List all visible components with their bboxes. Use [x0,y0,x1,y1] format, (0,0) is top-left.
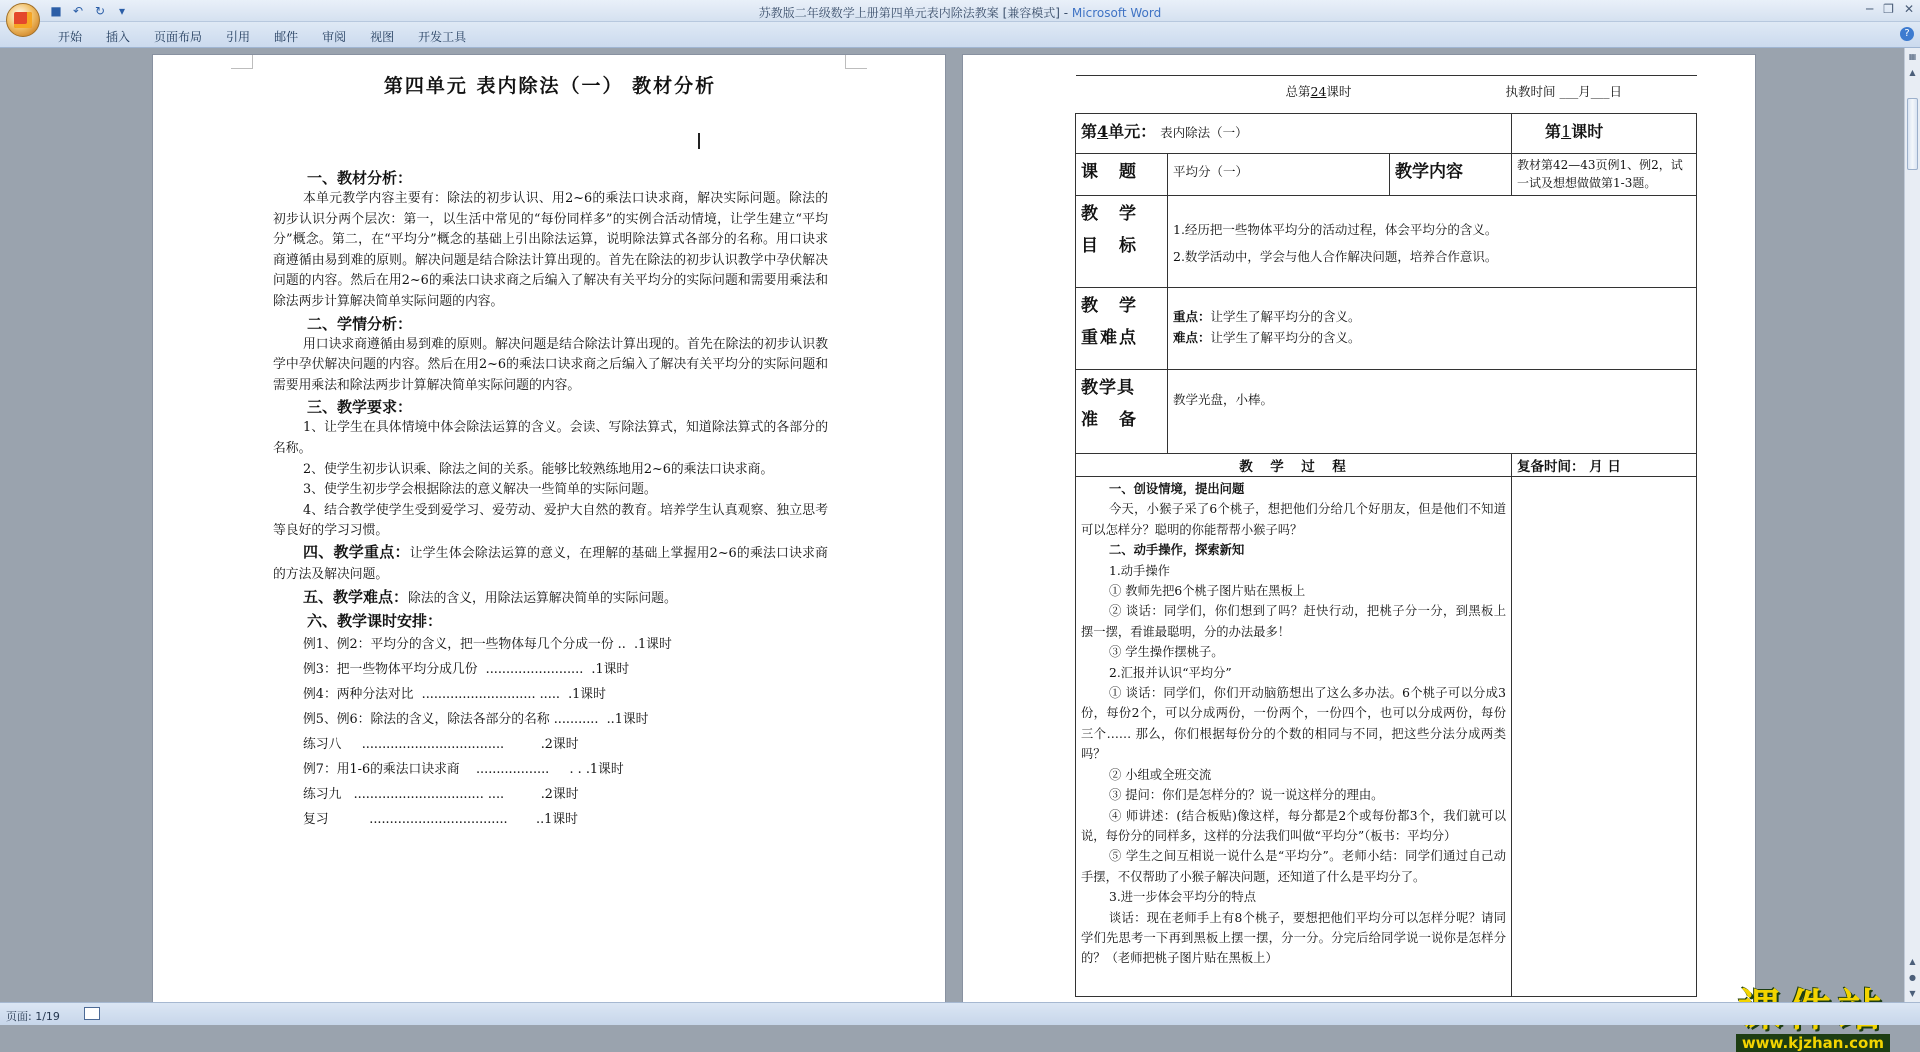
goal-label: 教 学 [1081,204,1138,224]
ribbon [0,22,1920,48]
key-label: 重难点 [1081,328,1138,348]
table-cell [1076,370,1168,454]
redo-icon[interactable]: ↻ [94,4,106,18]
unit-number: 4 [1097,122,1109,141]
paragraph: 本单元教学内容主要有：除法的初步认识、用2~6的乘法口诀求商，解决实际问题。除法的初步认识分两个层次：第一，以生活中常见的“每份同样多”的实例合活动情境，让学生建立“平均分”概念。第二，在“平均分”概念的基础上引出除法运算，说明除法算式各部分的名称。用口诀求商遵循由易到难的原则。解决问题是结合除法计算出现的。首先在除法的初步认识教学中孕伏解决问题的内容。然后在用2~6的乘法口诀求商之后编入了解决有关平均分的实际问题和需要用乘法和除法两步计算解决简单实际问题的内容。 [273,191,828,309]
process-item: 1.动手操作 [1109,563,1170,578]
tab-home[interactable]: 开始 [58,30,83,44]
review-cell [1512,477,1697,997]
page-count[interactable]: 页面: 1/19 [6,1010,60,1023]
table-cell [1168,196,1697,288]
requirement-item: 1、让学生在具体情境中体会除法运算的含义。会读、写除法算式，知道除法算式的各部分的名称。 [273,420,828,456]
text-cursor [698,133,700,149]
app-name: Microsoft Word [1071,6,1162,20]
page-title: 第四单元 表内除法（一） 教材分析 [383,75,717,97]
unit-heading [1081,122,1156,141]
goal-item: 1.经历把一些物体平均分的活动过程，体会平均分的含义。 [1173,222,1498,237]
requirement-item: 3、使学生初步学会根据除法的意义解决一些简单的实际问题。 [303,482,657,498]
tab-page-layout[interactable]: 页面布局 [154,30,203,44]
page-1 [152,54,946,1014]
process-item: ② 小组或全班交流 [1109,767,1212,782]
table-cell [1076,114,1512,154]
process-header: 教 学 过 程 [1076,454,1512,477]
process-item: 今天，小猴子采了6个桃子，想把他们分给几个好朋友，但是他们不知道可以怎样分？聪明的你能帮帮小猴子吗？ [1081,502,1506,537]
watermark-url: www.kjzhan.com [1736,1034,1890,1052]
window-title [0,4,1920,21]
section-heading: 一、教材分析： [307,169,413,187]
schedule-item: 例4：两种分法对比 ............................ ..... .1课时 [303,686,606,702]
key-point [1173,306,1691,327]
goal-item: 2.数学活动中，学会与他人合作解决问题，培养合作意识。 [1173,249,1498,264]
undo-icon[interactable]: ↶ [72,4,84,18]
schedule-row [303,807,828,832]
table-row [1076,154,1697,196]
scroll-up-icon[interactable]: ▲ [1909,68,1916,77]
proofing-icon[interactable] [84,1007,100,1020]
schedule-item: 复习 .................................. ..1课时 [303,811,578,827]
lesson-label: 第 [1545,122,1562,141]
difficulty-prefix: 难点： [1173,330,1211,345]
schedule-row [303,707,828,732]
crop-mark [845,55,867,69]
lesson-plan-table [1075,75,1697,997]
save-icon[interactable]: ■ [50,4,62,18]
total-unit: 课时 [1326,84,1352,99]
section-heading: 六、教学课时安排： [307,611,443,630]
table-cell [1390,154,1512,196]
browse-object-icon[interactable]: ● [1909,973,1916,982]
difficulty-text: 让学生了解平均分的含义。 [1210,330,1361,345]
review-header: 复备时间： 月 日 [1512,454,1697,477]
table-cell [1076,288,1168,370]
tab-references[interactable]: 引用 [226,30,251,44]
table-row [1076,454,1697,477]
lesson-number [1545,122,1603,141]
restore-icon[interactable]: ❐ [1883,2,1894,16]
table-cell [1076,154,1168,196]
close-icon[interactable]: ✕ [1903,2,1914,16]
minimize-icon[interactable]: ─ [1865,2,1874,16]
schedule-row [303,757,828,782]
process-item: 2.汇报并认识“平均分” [1109,665,1232,680]
scroll-thumb[interactable] [1907,98,1918,170]
process-list [1081,479,1506,969]
lesson-unit: 课时 [1571,122,1604,141]
next-page-icon[interactable]: ▼ [1909,989,1916,998]
schedule-item: 例5、例6：除法的含义，除法各部分的名称 ........... ..1课时 [303,711,649,727]
window-controls [1866,2,1914,16]
process-item: 谈话：现在老师手上有8个桃子，要想把他们平均分可以怎样分呢？请同学们先思考一下再到黑板上摆一摆，分一分。分完后给同学说一说你是怎样分的？（老师把桃子图片贴在黑板上） [1081,910,1506,966]
lesson-num: 1 [1561,122,1572,141]
difficulty [273,587,828,610]
schedule-row [303,732,828,757]
schedule-item: 练习九 ................................ .... .2课时 [303,786,579,802]
status-bar [0,1002,1920,1025]
title-bar [0,0,1920,22]
unit-text: 单元： [1108,122,1157,141]
process-item: ④ 师讲述：(结合板贴)像这样，每分都是2个或每份都3个，我们就可以说，每份分的同样多，这样的分法我们叫做“平均分”（板书：平均分） [1081,808,1506,843]
topic-label: 课 题 [1081,162,1138,182]
section-heading: 二、学情分析： [307,314,413,333]
process-item: ① 教师先把6个桃子图片贴在黑板上 [1109,584,1306,599]
process-cell [1076,477,1512,997]
total-label: 总第 [1285,84,1311,99]
tab-review[interactable]: 审阅 [322,30,347,44]
table-row [1076,114,1697,154]
content-label: 教学内容 [1395,162,1463,182]
process-item: ③ 提问：你们是怎样分的？说一说这样分的理由。 [1109,788,1384,803]
process-item: 一、创设情境，提出问题 [1109,481,1245,496]
requirement-item: 4、结合教学使学生受到爱学习、爱劳动、爱护大自然的教育。培养学生认真观察、独立思考等良好的学习习惯。 [273,502,828,539]
page-2 [962,54,1756,1014]
prev-page-icon[interactable]: ▲ [1909,957,1916,966]
section-heading: 三、教学要求： [307,398,413,417]
schedule-row [303,657,828,682]
key-text: 让学生了解平均分的含义。 [1210,309,1361,324]
schedule-list [273,632,828,837]
schedule-row [303,682,828,707]
difficulty-text: 除法的含义，用除法运算解决简单的实际问题。 [408,591,677,607]
crop-mark [231,55,253,69]
process-item: ③ 学生操作摆桃子。 [1109,645,1224,660]
ribbon-tabs [46,28,478,45]
help-icon[interactable]: ? [1900,27,1914,41]
office-logo-icon [14,12,32,28]
document-name: 苏教版二年级数学上册第四单元表内除法教案 [兼容模式] - [758,6,1072,20]
tab-insert[interactable]: 插入 [106,30,131,44]
total-lessons [1286,84,1352,99]
prep-label: 准 备 [1081,410,1138,430]
tab-developer[interactable]: 开发工具 [418,30,467,44]
customize-qat-icon[interactable]: ▾ [118,4,126,18]
prep-value: 教学光盘，小棒。 [1168,370,1697,454]
section-heading: 五、教学难点： [303,588,409,607]
total-number: 24 [1310,84,1327,99]
process-item: ② 谈话：同学们，你们想到了吗？赶快行动，把桃子分一分，到黑板上摆一摆，看谁最聪明，分的办法最多！ [1081,604,1506,639]
difficulty [1173,327,1691,348]
key-point [273,542,828,585]
tab-view[interactable]: 视图 [370,30,395,44]
schedule-item: 例7：用1-6的乘法口诀求商 .................. . . .1课时 [303,761,624,777]
schedule-item: 例3：把一些物体平均分成几份 ........................ .1课时 [303,661,630,677]
unit-name: 表内除法（一） [1160,125,1248,140]
process-item: ⑤ 学生之间互相说一说什么是“平均分”。老师小结：同学们通过自己动手摆，不仅帮助了小猴子解决问题，还知道了什么是平均分了。 [1081,849,1506,884]
teaching-time: 执教时间 ___月___日 [1505,83,1622,99]
process-item: ① 谈话：同学们，你们开动脑筋想出了这么多办法。6个桃子可以分成3份，每份2个，可以分成两份，一份两个，一份四个，也可以分成两份，每份三个…… 那么，你们根据每份分的个数的相同与不同，把这些分法分成两类吗？ [1081,686,1506,762]
prep-label: 教学具 [1081,378,1135,398]
section-heading: 四、教学重点： [303,542,410,561]
unit-label: 第 [1081,122,1098,141]
table-row [1076,76,1697,114]
table-row [1076,477,1697,997]
key-prefix: 重点： [1173,309,1211,324]
table-row [1076,196,1697,288]
key-label: 教 学 [1081,296,1138,316]
table-row [1076,370,1697,454]
content-value: 教材第42—43页例1、例2，试一试及想想做做第1-3题。 [1512,154,1697,196]
schedule-item: 例1、例2：平均分的含义，把一些物体每几个分成一份 .. .1课时 [303,636,672,652]
process-item: 3.进一步体会平均分的特点 [1109,890,1256,905]
vertical-scrollbar[interactable] [1904,48,1920,1002]
office-button[interactable] [6,3,40,37]
schedule-item: 练习八 ................................... .2课时 [303,736,579,752]
ruler-toggle-icon[interactable]: ▦ [1908,52,1917,61]
paragraph: 用口诀求商遵循由易到难的原则。解决问题是结合除法计算出现的。首先在除法的初步认识教学中孕伏解决问题的内容。然后在用2~6的乘法口诀求商之后编入了解决有关平均分的实际问题和需要用乘法和除法两步计算解决简单实际问题的内容。 [273,336,828,393]
requirement-item: 2、使学生初步认识乘、除法之间的关系。能够比较熟练地用2~6的乘法口诀求商。 [303,461,774,477]
process-item: 二、动手操作，探索新知 [1109,542,1245,558]
table-cell [1168,288,1697,370]
table-row [1076,288,1697,370]
table-cell [1076,196,1168,288]
topic-value: 平均分（一） [1168,154,1390,196]
table-cell [1512,114,1697,154]
schedule-row [303,782,828,807]
key-point-text: 让学生体会除法运算的意义，在理解的基础上掌握用2~6的乘法口诀求商的方法及解决问题。 [273,545,828,582]
table-cell [1076,76,1697,114]
tab-mailings[interactable]: 邮件 [274,30,299,44]
analysis-body [273,167,828,837]
schedule-row [303,632,828,657]
goal-label: 目 标 [1081,236,1138,256]
